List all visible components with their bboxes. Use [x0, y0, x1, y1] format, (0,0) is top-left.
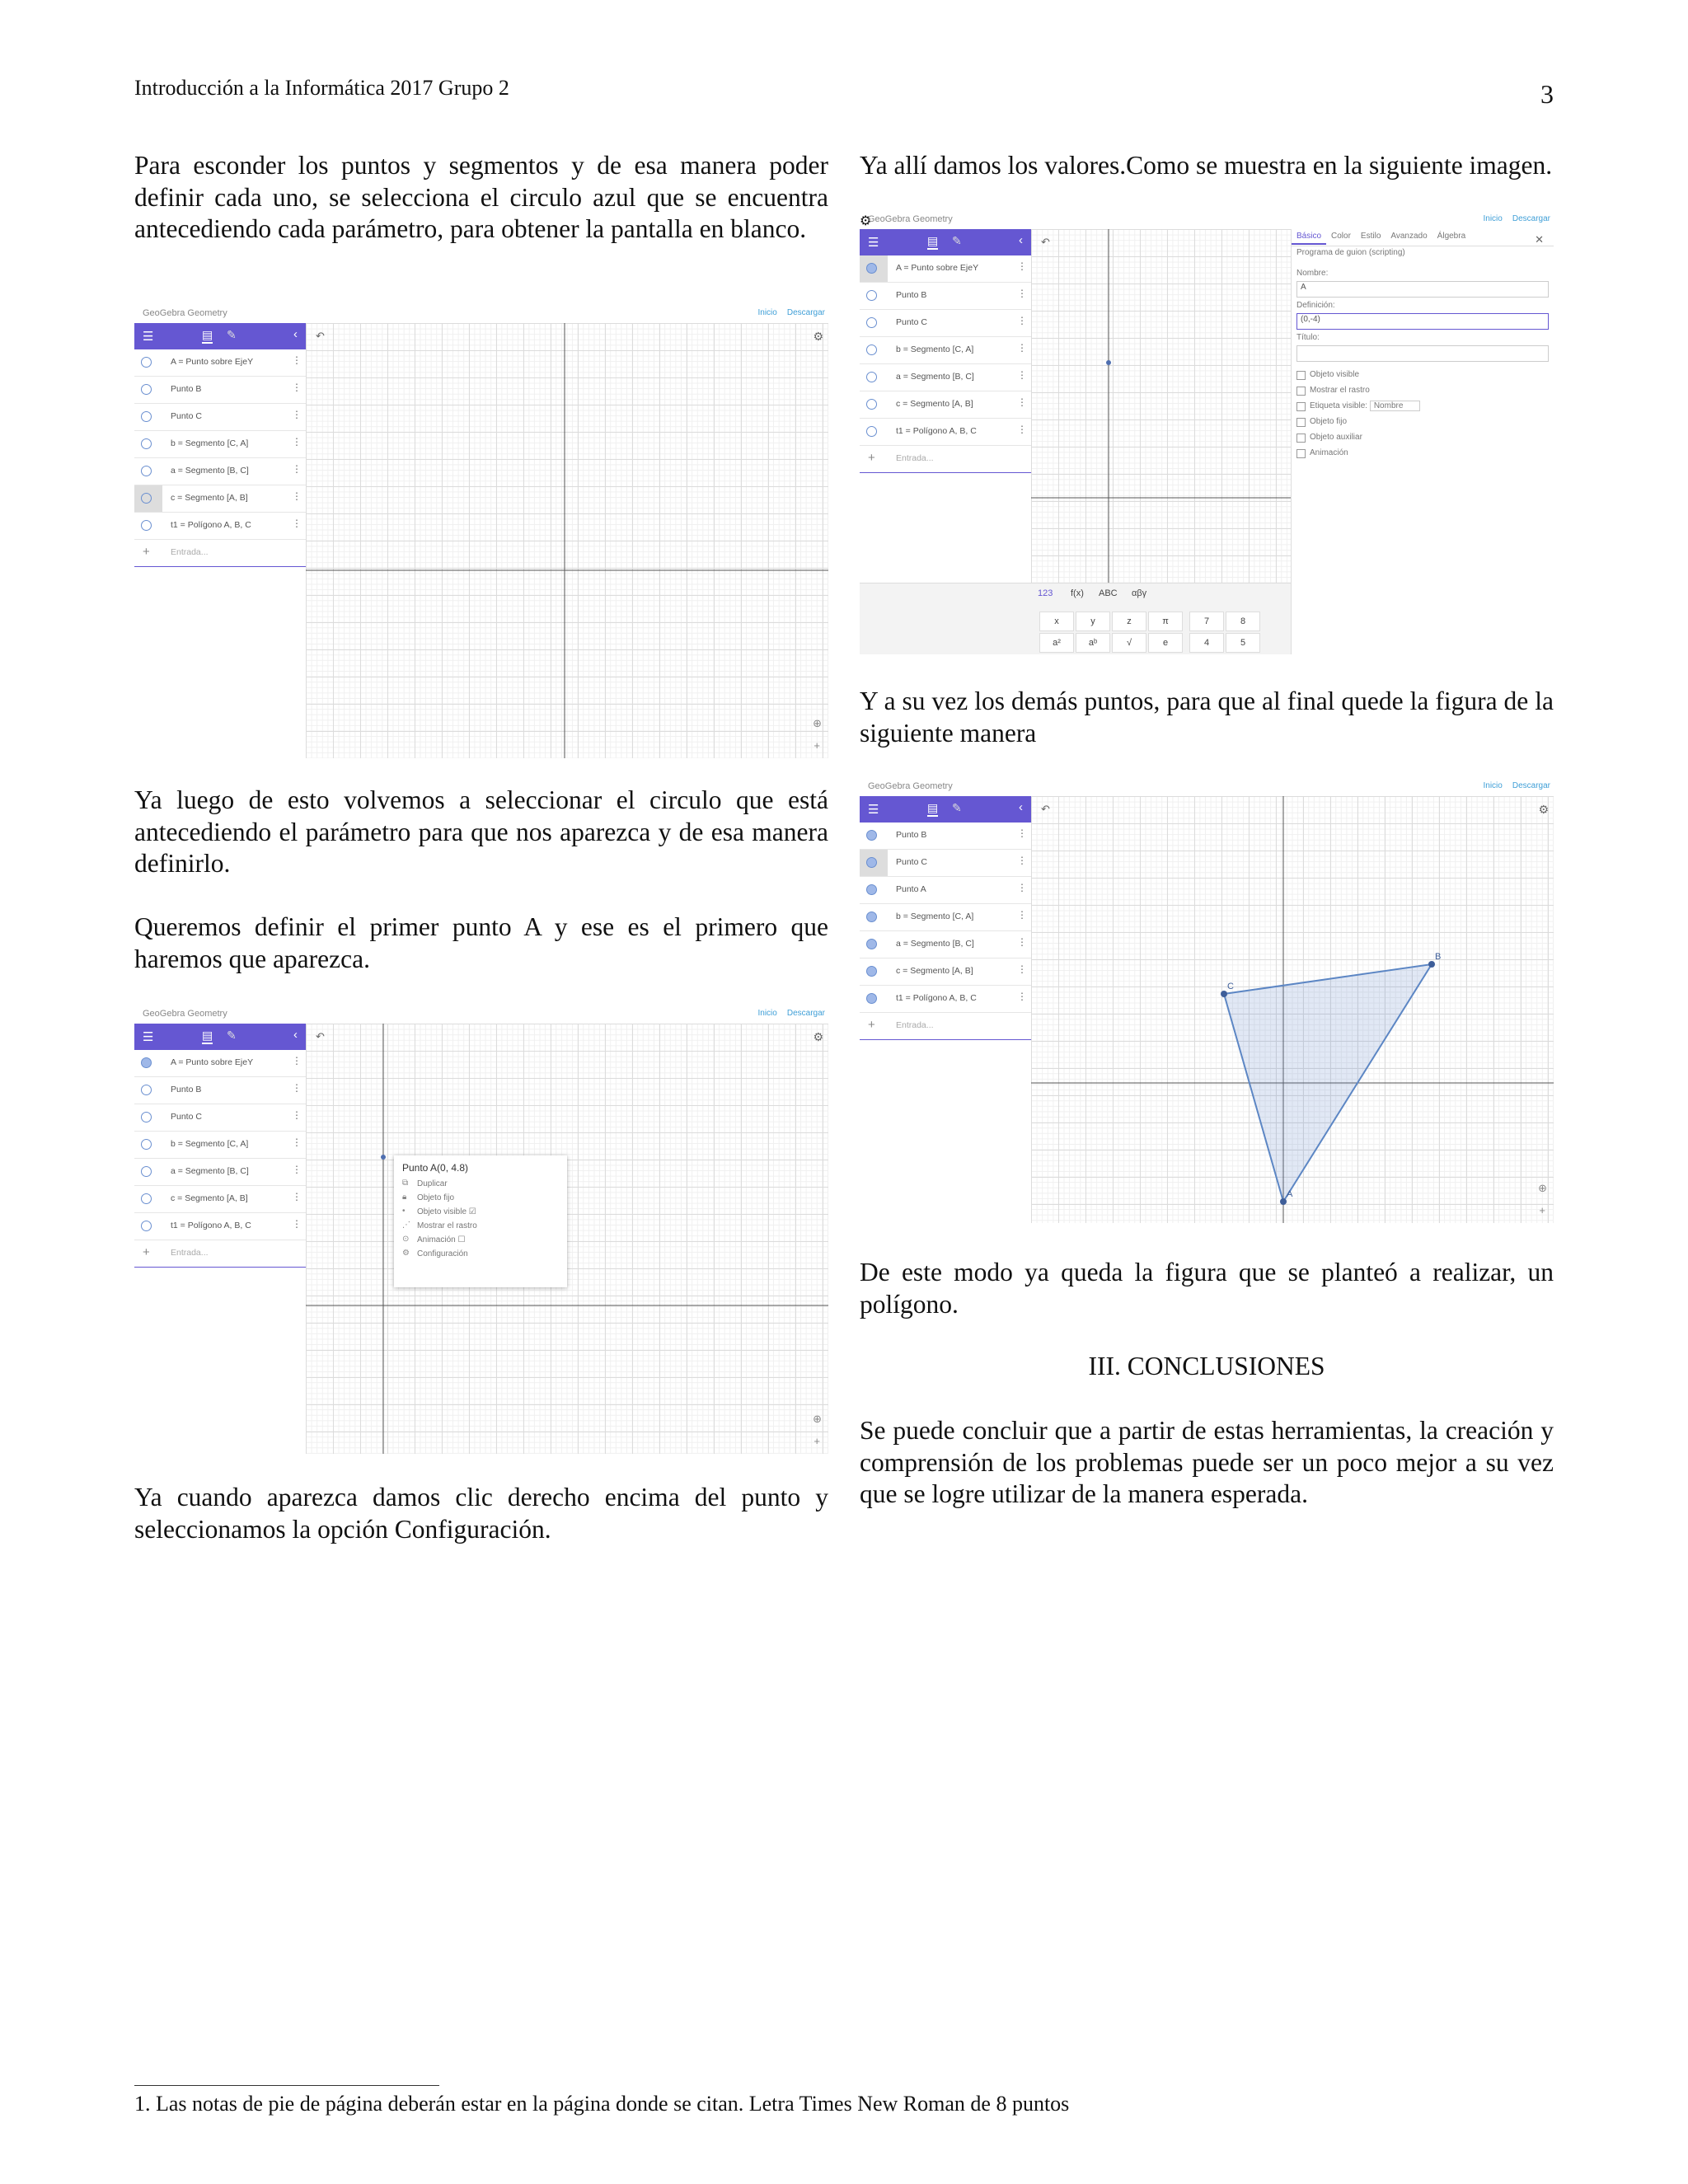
menu-icon[interactable]: ☰	[143, 330, 154, 344]
descargar-link[interactable]: Descargar	[1512, 214, 1550, 223]
paragraph-other-points: Y a su vez los demás puntos, para que al final quede la figura de la siguiente manera	[860, 687, 1554, 748]
point-label-b: B	[1435, 952, 1442, 962]
algebra-sidebar	[860, 796, 1032, 1223]
more-icon[interactable]: ⋮	[1017, 288, 1027, 299]
axes	[306, 323, 828, 758]
more-icon[interactable]: ⋮	[1017, 342, 1027, 354]
zoom-icon[interactable]: ⊕	[813, 1413, 822, 1425]
tools-icon[interactable]: ✎	[227, 1029, 237, 1042]
point-a	[1106, 360, 1111, 365]
visibility-toggle[interactable]	[141, 1112, 152, 1122]
visibility-toggle[interactable]	[866, 426, 877, 437]
visibility-toggle[interactable]	[866, 290, 877, 301]
algebra-sidebar	[860, 229, 1032, 583]
visibility-toggle[interactable]	[141, 1221, 152, 1231]
more-icon[interactable]: ⋮	[292, 490, 302, 502]
tab-avanzado[interactable]: Avanzado	[1390, 232, 1428, 241]
lock-icon: 🔒︎	[402, 1193, 407, 1202]
more-icon[interactable]: ⋮	[1017, 882, 1027, 893]
undo-icon[interactable]: ↶	[1041, 236, 1050, 248]
name-label: Nombre:	[1296, 269, 1329, 278]
graphics-view[interactable]	[306, 323, 828, 758]
paragraph-conclusion: Se puede concluir que a partir de estas herramientas, la creación y comprensión de los problemas puede ser un poco mejor a su vez que se logre utilizar de la manera esperada.	[860, 1416, 1554, 1508]
list-item[interactable]: Punto B ⋮	[860, 283, 1031, 310]
point-label-a: A	[1287, 1189, 1293, 1199]
app-title: GeoGebra Geometry	[868, 781, 953, 791]
more-icon[interactable]: ⋮	[292, 1137, 302, 1148]
more-icon[interactable]: ⋮	[292, 436, 302, 448]
menu-icon[interactable]: ☰	[143, 1030, 154, 1044]
menu-item-configuracion[interactable]: ⚙ Configuración	[402, 1249, 468, 1258]
list-item[interactable]: a = Segmento [B, C] ⋮	[860, 931, 1031, 958]
footnote-rule	[134, 2085, 439, 2086]
graphics-view[interactable]	[1031, 796, 1554, 1223]
collapse-icon[interactable]: ‹	[293, 327, 298, 341]
list-item[interactable]: a = Segmento [B, C] ⋮	[134, 1159, 306, 1186]
checkbox-mostrar-rastro[interactable]: Mostrar el rastro	[1292, 382, 1554, 398]
header-title: Introducción a la Informática 2017 Grupo 2	[134, 76, 509, 100]
footnote: 1. Las notas de pie de página deberán estar en la página donde se citan. Letra Times New Roman de 8 puntos	[134, 2092, 1070, 2116]
point-a	[1280, 1198, 1287, 1205]
keyboard-tab[interactable]: 123	[1038, 588, 1053, 598]
geogebra-screenshot-context-menu	[134, 1007, 828, 1454]
paragraph-select-circle: Ya luego de esto volvemos a seleccionar el circulo que está antecediendo el parámetro para que nos aparezca y de esa manera definirlo.	[134, 785, 828, 878]
more-icon[interactable]: ⋮	[1017, 396, 1027, 408]
key[interactable]: e	[1148, 633, 1183, 653]
gear-icon[interactable]: ⚙	[860, 214, 872, 228]
label-option-select[interactable]: Nombre	[1370, 401, 1421, 411]
plus-icon[interactable]: +	[868, 451, 875, 465]
menu-item-objeto-visible[interactable]: • Objeto visible ☑	[402, 1207, 476, 1216]
more-icon[interactable]: ⋮	[1017, 424, 1027, 435]
title-label: Título:	[1296, 333, 1320, 342]
input-placeholder: Entrada...	[171, 1248, 209, 1258]
definition-label: Definición:	[1296, 301, 1335, 310]
visibility-toggle[interactable]	[866, 317, 877, 328]
key[interactable]: a²	[1039, 633, 1074, 653]
plus-icon[interactable]: +	[143, 1245, 150, 1259]
graphics-view[interactable]	[306, 1024, 828, 1454]
list-item[interactable]: c = Segmento [A, B] ⋮	[134, 485, 306, 513]
app-title: GeoGebra Geometry	[143, 1009, 227, 1019]
eye-icon: •	[402, 1207, 406, 1216]
list-item[interactable]: b = Segmento [C, A] ⋮	[134, 431, 306, 458]
visibility-toggle[interactable]	[141, 1139, 152, 1150]
list-item[interactable]: A = Punto sobre EjeY ⋮	[860, 255, 1031, 283]
more-icon[interactable]: ⋮	[1017, 855, 1027, 866]
list-item[interactable]: Punto B ⋮	[134, 1077, 306, 1104]
visibility-toggle[interactable]	[866, 399, 877, 410]
list-item[interactable]: Punto C ⋮	[134, 1104, 306, 1132]
collapse-icon[interactable]: ‹	[1019, 800, 1023, 814]
more-icon[interactable]: ⋮	[292, 518, 302, 529]
list-item[interactable]: b = Segmento [C, A] ⋮	[860, 904, 1031, 931]
zoom-icon[interactable]: ⊕	[1538, 1182, 1547, 1194]
list-item[interactable]: b = Segmento [C, A] ⋮	[860, 337, 1031, 364]
tools-icon[interactable]: ✎	[952, 801, 962, 814]
page-header	[134, 76, 1554, 109]
geogebra-screenshot-polygon	[860, 780, 1554, 1223]
menu-item-duplicar[interactable]: ⧉ Duplicar	[402, 1179, 448, 1188]
context-menu	[394, 1155, 567, 1287]
key[interactable]: y	[1076, 612, 1110, 631]
tab-algebra[interactable]: Álgebra	[1437, 232, 1466, 241]
trace-icon: ⋰	[402, 1221, 410, 1230]
geogebra-screenshot-empty	[134, 307, 828, 758]
algebra-sidebar	[134, 1024, 307, 1454]
axes	[1031, 229, 1292, 583]
visibility-toggle[interactable]	[141, 357, 152, 368]
descargar-link[interactable]: Descargar	[786, 308, 825, 317]
copy-icon: ⧉	[402, 1179, 409, 1188]
tools-icon[interactable]: ✎	[952, 234, 962, 247]
visibility-toggle[interactable]	[866, 372, 877, 382]
list-item[interactable]: c = Segmento [A, B] ⋮	[134, 1186, 306, 1213]
algebra-sidebar	[134, 323, 307, 758]
app-title: GeoGebra Geometry	[868, 214, 953, 224]
plus-icon[interactable]: +	[868, 1018, 875, 1032]
point-label-c: C	[1227, 982, 1234, 991]
visibility-toggle[interactable]	[141, 1085, 152, 1095]
visibility-toggle[interactable]	[866, 830, 877, 841]
checkbox-objeto-visible[interactable]: Objeto visible	[1292, 367, 1554, 382]
zoom-in-icon[interactable]: +	[1539, 1204, 1545, 1216]
page-number: 3	[1540, 79, 1554, 109]
context-menu-title: Punto A(0, 4.8)	[402, 1162, 469, 1174]
list-item[interactable]: Punto B ⋮	[134, 377, 306, 404]
algebra-view-icon[interactable]: ▤	[202, 328, 213, 344]
paragraph-define-point-a: Queremos definir el primer punto A y ese es el primero que haremos que aparezca.	[134, 912, 828, 973]
tab-estilo[interactable]: Estilo	[1360, 232, 1381, 241]
collapse-icon[interactable]: ‹	[1019, 233, 1023, 247]
gear-icon[interactable]: ⚙	[813, 1030, 823, 1043]
section-heading: III. CONCLUSIONES	[1088, 1352, 1325, 1380]
menu-icon[interactable]: ☰	[868, 803, 879, 817]
checkbox-etiqueta-visible[interactable]: Etiqueta visible: Nombre	[1292, 398, 1554, 414]
tab-color[interactable]: Color	[1331, 232, 1351, 241]
paragraph-give-values: Ya allí damos los valores.Como se muestra en la siguiente imagen.	[860, 151, 1553, 180]
descargar-link[interactable]: Descargar	[1512, 781, 1550, 790]
input-placeholder: Entrada...	[896, 1020, 934, 1030]
more-icon[interactable]: ⋮	[292, 382, 302, 393]
key[interactable]: √	[1112, 633, 1146, 653]
gear-icon[interactable]: ⚙	[1538, 803, 1549, 816]
more-icon[interactable]: ⋮	[1017, 827, 1027, 839]
point-a	[381, 1155, 386, 1160]
list-item[interactable]: A = Punto sobre EjeY ⋮	[134, 1050, 306, 1077]
list-item[interactable]: c = Segmento [A, B] ⋮	[860, 391, 1031, 419]
key[interactable]: z	[1112, 612, 1146, 631]
inicio-link[interactable]: Inicio	[1483, 214, 1503, 223]
plus-icon[interactable]: +	[143, 545, 150, 559]
point-b	[1428, 961, 1435, 968]
menu-item-animacion[interactable]: ⊙ Animación ☐	[402, 1235, 466, 1244]
visibility-toggle[interactable]	[866, 912, 877, 922]
menu-icon[interactable]: ☰	[868, 236, 879, 250]
paragraph-figure-done: De este modo ya queda la figura que se planteó a realizar, un polígono.	[860, 1258, 1554, 1319]
title-field[interactable]	[1296, 345, 1549, 362]
more-icon[interactable]: ⋮	[1017, 260, 1027, 272]
zoom-icon[interactable]: ⊕	[813, 717, 822, 729]
menu-item-objeto-fijo[interactable]: 🔒︎ Objeto fijo	[402, 1193, 455, 1202]
list-item[interactable]: t1 = Polígono A, B, C ⋮	[134, 513, 306, 540]
axes	[306, 1024, 828, 1454]
more-icon[interactable]: ⋮	[1017, 369, 1027, 381]
more-icon[interactable]: ⋮	[292, 463, 302, 475]
input-row[interactable]	[860, 1013, 1031, 1040]
visibility-toggle[interactable]	[866, 884, 877, 895]
top-links	[748, 1009, 826, 1018]
graphics-view[interactable]	[1031, 229, 1292, 583]
virtual-keyboard	[860, 583, 1292, 654]
more-icon[interactable]: ⋮	[292, 354, 302, 366]
top-links	[1474, 214, 1551, 223]
list-item[interactable]: Punto C ⋮	[134, 404, 306, 431]
tools-icon[interactable]: ✎	[227, 328, 237, 341]
visibility-toggle[interactable]	[866, 966, 877, 977]
key[interactable]: π	[1148, 612, 1183, 631]
visibility-toggle[interactable]	[866, 857, 877, 868]
sidebar-toolbar	[860, 796, 1031, 823]
visibility-toggle[interactable]	[141, 466, 152, 476]
name-field[interactable]: A	[1296, 281, 1549, 298]
sidebar-toolbar	[134, 1024, 306, 1050]
close-icon[interactable]: ✕	[1535, 233, 1544, 246]
visibility-toggle[interactable]	[141, 438, 152, 449]
more-icon[interactable]: ⋮	[1017, 991, 1027, 1002]
visibility-toggle[interactable]	[866, 993, 877, 1004]
more-icon[interactable]: ⋮	[292, 1055, 302, 1066]
checkbox-objeto-fijo[interactable]: Objeto fijo	[1292, 414, 1554, 429]
visibility-toggle[interactable]	[866, 939, 877, 949]
app-title: GeoGebra Geometry	[143, 308, 227, 318]
key[interactable]: x	[1039, 612, 1074, 631]
list-item[interactable]: b = Segmento [C, A] ⋮	[134, 1132, 306, 1159]
top-links	[1474, 781, 1551, 790]
more-icon[interactable]: ⋮	[1017, 315, 1027, 326]
menu-item-mostrar-rastro[interactable]: ⋰ Mostrar el rastro	[402, 1221, 477, 1230]
key[interactable]: 5	[1226, 633, 1260, 653]
descargar-link[interactable]: Descargar	[786, 1009, 825, 1018]
inicio-link[interactable]: Inicio	[1483, 781, 1503, 790]
point-c	[1221, 991, 1227, 997]
list-item[interactable]: a = Segmento [B, C] ⋮	[134, 458, 306, 485]
undo-icon[interactable]: ↶	[316, 330, 325, 342]
keyboard-tab[interactable]: f(x)	[1071, 588, 1084, 598]
play-icon: ⊙	[402, 1235, 410, 1244]
inicio-link[interactable]: Inicio	[757, 1009, 777, 1018]
input-row[interactable]	[860, 446, 1031, 473]
list-item[interactable]: t1 = Polígono A, B, C ⋮	[860, 986, 1031, 1013]
checkbox-objeto-auxiliar[interactable]: Objeto auxiliar	[1292, 429, 1554, 445]
tab-scripting[interactable]: Programa de guion (scripting)	[1296, 248, 1405, 257]
list-item[interactable]: t1 = Polígono A, B, C ⋮	[860, 419, 1031, 446]
gear-icon: ⚙	[402, 1249, 410, 1258]
more-icon[interactable]: ⋮	[292, 1109, 302, 1121]
gear-icon[interactable]: ⚙	[813, 330, 823, 343]
checkbox-animacion[interactable]: Animación	[1292, 445, 1554, 461]
input-row[interactable]	[134, 540, 306, 567]
list-item[interactable]: Punto A ⋮	[860, 877, 1031, 904]
inicio-link[interactable]: Inicio	[757, 308, 777, 317]
zoom-in-icon[interactable]: +	[814, 739, 820, 752]
input-placeholder: Entrada...	[171, 547, 209, 557]
keyboard-tab[interactable]: αβγ	[1132, 588, 1147, 598]
algebra-view-icon[interactable]: ▤	[927, 234, 938, 250]
top-links	[748, 308, 826, 317]
more-icon[interactable]: ⋮	[1017, 936, 1027, 948]
list-item[interactable]: Punto B ⋮	[860, 823, 1031, 850]
geogebra-screenshot-properties	[860, 213, 1554, 654]
more-icon[interactable]: ⋮	[1017, 909, 1027, 921]
more-icon[interactable]: ⋮	[292, 1164, 302, 1175]
definition-field[interactable]: (0,-4)	[1296, 313, 1549, 330]
list-item[interactable]: Punto C ⋮	[860, 310, 1031, 337]
zoom-in-icon[interactable]: +	[814, 1435, 820, 1447]
more-icon[interactable]: ⋮	[292, 1191, 302, 1202]
sidebar-toolbar	[134, 323, 306, 349]
more-icon[interactable]: ⋮	[292, 1218, 302, 1230]
list-item[interactable]: Punto C ⋮	[860, 850, 1031, 877]
more-icon[interactable]: ⋮	[292, 1082, 302, 1094]
visibility-toggle[interactable]	[141, 384, 152, 395]
input-placeholder: Entrada...	[896, 453, 934, 463]
visibility-toggle[interactable]	[141, 411, 152, 422]
properties-tabs	[1292, 229, 1554, 246]
visibility-toggle[interactable]	[866, 263, 877, 274]
visibility-toggle[interactable]	[141, 1057, 152, 1068]
list-item[interactable]: c = Segmento [A, B] ⋮	[860, 958, 1031, 986]
polygon-plot	[1031, 796, 1554, 1223]
list-item[interactable]: a = Segmento [B, C] ⋮	[860, 364, 1031, 391]
input-row[interactable]	[134, 1240, 306, 1268]
visibility-toggle[interactable]	[141, 1166, 152, 1177]
list-item[interactable]: A = Punto sobre EjeY ⋮	[134, 349, 306, 377]
paragraph-right-click: Ya cuando aparezca damos clic derecho encima del punto y seleccionamos la opción Configuración.	[134, 1483, 828, 1544]
visibility-toggle[interactable]	[866, 344, 877, 355]
key[interactable]: 7	[1189, 612, 1224, 631]
algebra-view-icon[interactable]: ▤	[927, 801, 938, 817]
visibility-toggle[interactable]	[141, 1193, 152, 1204]
key[interactable]: 4	[1189, 633, 1224, 653]
paragraph-hide-points: Para esconder los puntos y segmentos y de esa manera poder definir cada uno, se selecciona el circulo azul que se encuentra antecediendo cada parámetro, para obtener la pantalla en blanco.	[134, 151, 828, 243]
visibility-toggle[interactable]	[141, 520, 152, 531]
algebra-view-icon[interactable]: ▤	[202, 1029, 213, 1044]
key[interactable]: 8	[1226, 612, 1260, 631]
properties-panel	[1291, 229, 1554, 654]
tab-basico[interactable]: Básico	[1292, 229, 1326, 245]
key[interactable]: aᵇ	[1076, 633, 1110, 653]
undo-icon[interactable]: ↶	[1041, 803, 1050, 815]
more-icon[interactable]: ⋮	[1017, 963, 1027, 975]
collapse-icon[interactable]: ‹	[293, 1028, 298, 1042]
more-icon[interactable]: ⋮	[292, 409, 302, 420]
visibility-toggle[interactable]	[141, 493, 152, 504]
sidebar-toolbar	[860, 229, 1031, 255]
undo-icon[interactable]: ↶	[316, 1030, 325, 1043]
list-item[interactable]: t1 = Polígono A, B, C ⋮	[134, 1213, 306, 1240]
keyboard-tab[interactable]: ABC	[1099, 588, 1118, 598]
